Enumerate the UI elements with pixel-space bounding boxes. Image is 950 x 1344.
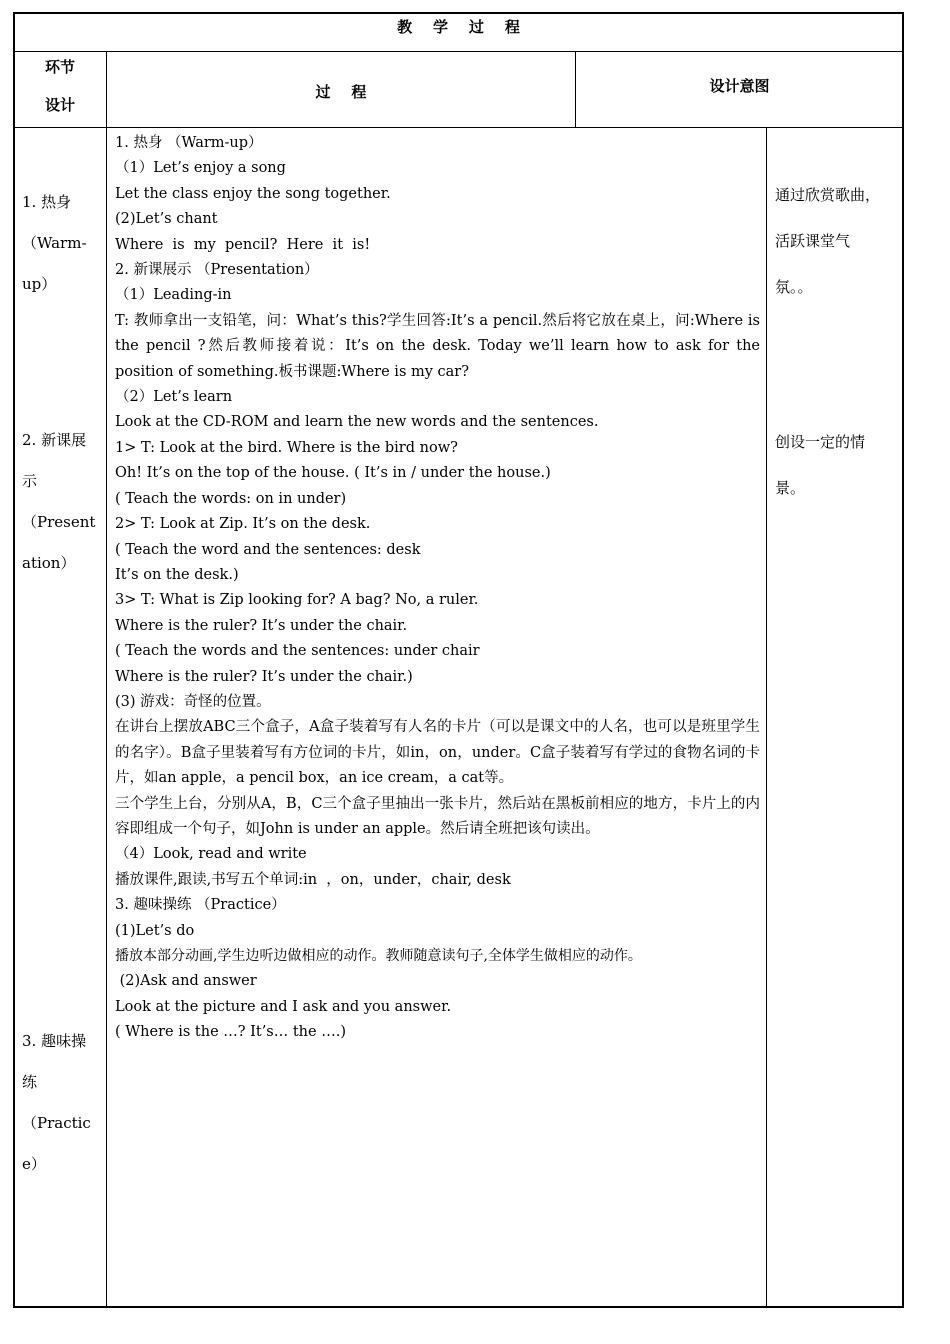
header-process: 过 程 [315, 83, 367, 101]
intent-warmup-line: 氛。。 [775, 278, 813, 296]
stage-practice [22, 1021, 102, 1185]
stage-practice-line: e） [22, 1155, 46, 1173]
process-line: Where is the ruler? It’s under the chair.) [115, 668, 413, 685]
process-paragraph: 在讲台上摆放ABC三个盒子，A盒子装着写有人名的卡片（可以是课文中的人名，也可以是班里学生的名字）。B盒子里装着写有方位词的卡片，如in，on，under。C盒子装着写有学过的食物名词的卡片，如an apple，a pencil box，an ice cream，a cat等。 [115, 719, 760, 787]
process-line: 播放本部分动画,学生边听边做相应的动作。教师随意读句子,全体学生做相应的动作。 [115, 948, 642, 964]
process-paragraph: T: 教师拿出一支铅笔，问：What’s this?学生回答:It’s a pencil.然后将它放在桌上，问:Where is the pencil ?然后教师接着说：It’s on the desk. Today we’ll learn how to ask for the position of something.板书课题:Where is my car? [115, 312, 760, 380]
process-line: ( Teach the words: on in under) [115, 490, 347, 507]
stage-warmup [22, 182, 102, 305]
stage-warmup-line: （Warm- [22, 234, 87, 252]
stage-presentation-line: （Present [22, 513, 96, 531]
stage-presentation-line: 2. 新课展 [22, 431, 87, 449]
intent-column-divider [766, 128, 767, 1307]
process-content [115, 131, 760, 1046]
stage-presentation-line: 示 [22, 472, 38, 490]
stage-practice-line: （Practic [22, 1114, 91, 1132]
process-line: It’s on the desk.) [115, 566, 239, 583]
process-line: (3) 游戏：奇怪的位置。 [115, 693, 271, 710]
intent-warmup-line: 活跃课堂气 [775, 232, 851, 250]
process-line: 3. 趣味操练 （Practice） [115, 897, 286, 914]
process-line: （1）Let’s enjoy a song [115, 160, 286, 177]
intent-warmup-line: 通过欣赏歌曲， [775, 186, 881, 204]
intent-presentation [775, 419, 895, 511]
process-line: (2)Ask and answer [115, 973, 257, 990]
process-line: ( Teach the word and the sentences: desk [115, 541, 421, 558]
header-divider [14, 127, 903, 128]
stage-practice-line: 3. 趣味操 [22, 1032, 87, 1050]
process-line: Where is the ruler? It’s under the chair. [115, 617, 408, 634]
stage-presentation-line: ation） [22, 554, 76, 572]
process-line: 2. 新课展示 （Presentation） [115, 262, 319, 279]
header-stage-line1: 环节 [44, 58, 75, 76]
header-intent-divider [575, 52, 576, 127]
stage-practice-line: 练 [22, 1073, 38, 1091]
process-line: 3> T: What is Zip looking for? A bag? No, a ruler. [115, 592, 479, 609]
stage-column-divider [106, 52, 107, 1307]
process-paragraph: 三个学生上台，分别从A，B，C三个盒子里抽出一张卡片，然后站在黑板前相应的地方，卡片上的内容即组成一个句子，如John is under an apple。然后请全班把该句读出。 [115, 795, 760, 837]
process-line: 2> T: Look at Zip. It’s on the desk. [115, 516, 371, 533]
table-title: 教 学 过 程 [397, 18, 520, 36]
process-line: ( Teach the words and the sentences: under chair [115, 643, 480, 660]
process-line: （1）Leading-in [115, 287, 232, 304]
process-line: Oh! It’s on the top of the house. ( It’s in / under the house.) [115, 465, 551, 482]
process-line: 播放课件,跟读,书写五个单词:in ，on，under，chair, desk [115, 871, 511, 888]
stage-warmup-line: 1. 热身 [22, 193, 72, 211]
process-line: 1. 热身 （Warm-up） [115, 135, 263, 151]
intent-warmup [775, 172, 895, 310]
process-line: Let the class enjoy the song together. [115, 185, 391, 202]
process-line: Look at the picture and I ask and you answer. [115, 998, 452, 1015]
header-stage-line2: 设计 [44, 96, 75, 114]
process-line: (1)Let’s do [115, 922, 195, 939]
header-stage [16, 56, 104, 115]
process-line: 1> T: Look at the bird. Where is the bird now? [115, 439, 458, 456]
stage-warmup-line: up） [22, 275, 57, 293]
process-line: (2)Let’s chant [115, 211, 218, 228]
title-divider [14, 51, 903, 52]
intent-presentation-line: 景。 [775, 479, 806, 497]
process-line: Look at the CD-ROM and learn the new words and the sentences. [115, 414, 599, 431]
stage-presentation [22, 420, 102, 584]
process-line: （2）Let’s learn [115, 389, 233, 406]
process-line: Where is my pencil? Here it is! [115, 236, 371, 253]
header-intent: 设计意图 [709, 77, 770, 95]
intent-presentation-line: 创设一定的情 [775, 433, 866, 451]
process-line: （4）Look, read and write [115, 846, 307, 863]
process-line: ( Where is the …? It’s… the ….) [115, 1024, 346, 1041]
